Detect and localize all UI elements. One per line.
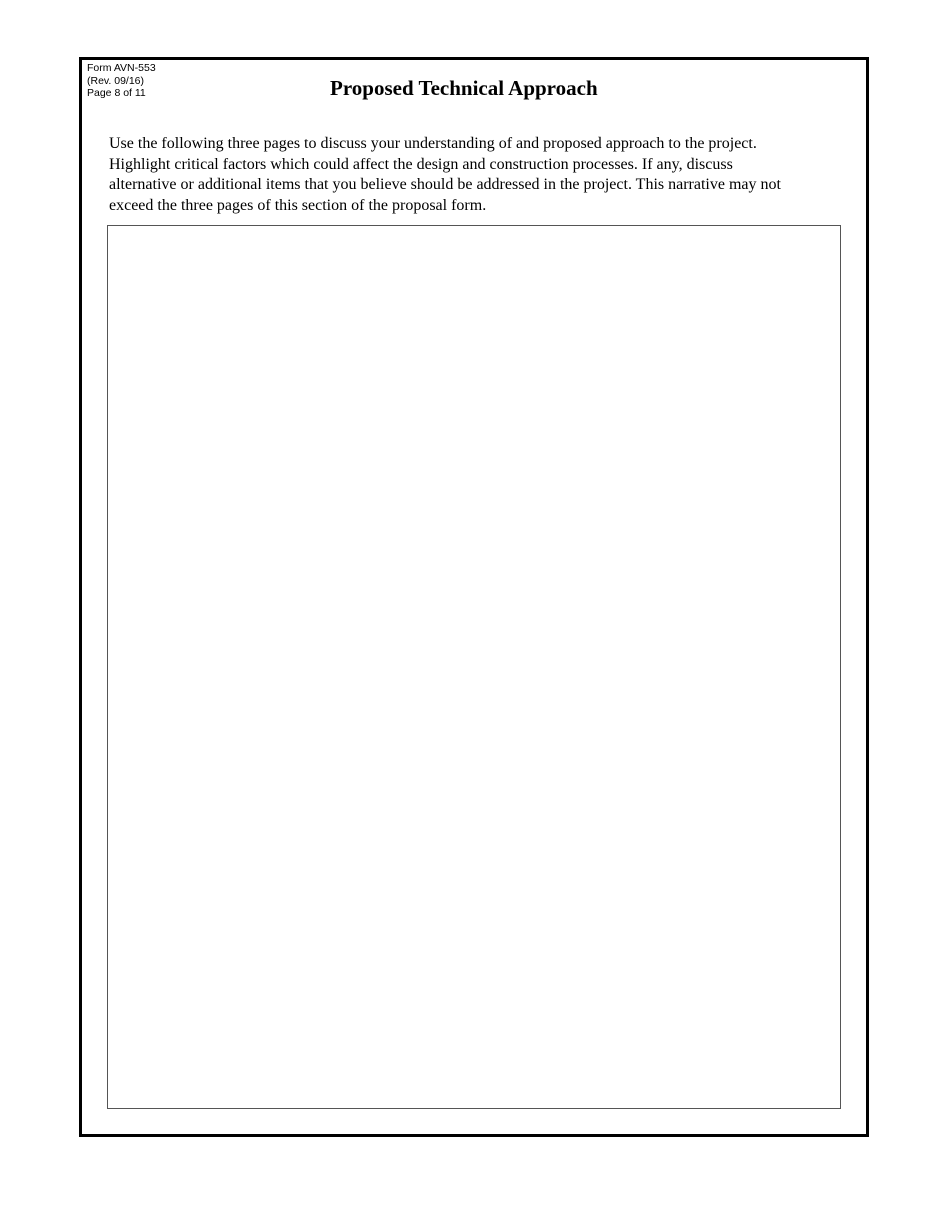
- instructions-line: alternative or additional items that you believe should be addressed in the project. This narrative may not: [109, 176, 781, 194]
- instructions-paragraph: [109, 134, 781, 217]
- narrative-response-field[interactable]: [107, 225, 841, 1109]
- page-title: Proposed Technical Approach: [330, 76, 598, 100]
- instructions-line: Highlight critical factors which could affect the design and construction processes. If any, discuss: [109, 155, 733, 173]
- instructions-line: Use the following three pages to discuss your understanding of and proposed approach to the project.: [109, 135, 757, 152]
- instructions-line: exceed the three pages of this section of the proposal form.: [109, 197, 487, 215]
- form-info: [87, 62, 156, 100]
- form-number: Form AVN-553: [87, 62, 156, 74]
- page-number: Page 8 of 11: [87, 87, 146, 99]
- form-revision: (Rev. 09/16): [87, 74, 144, 87]
